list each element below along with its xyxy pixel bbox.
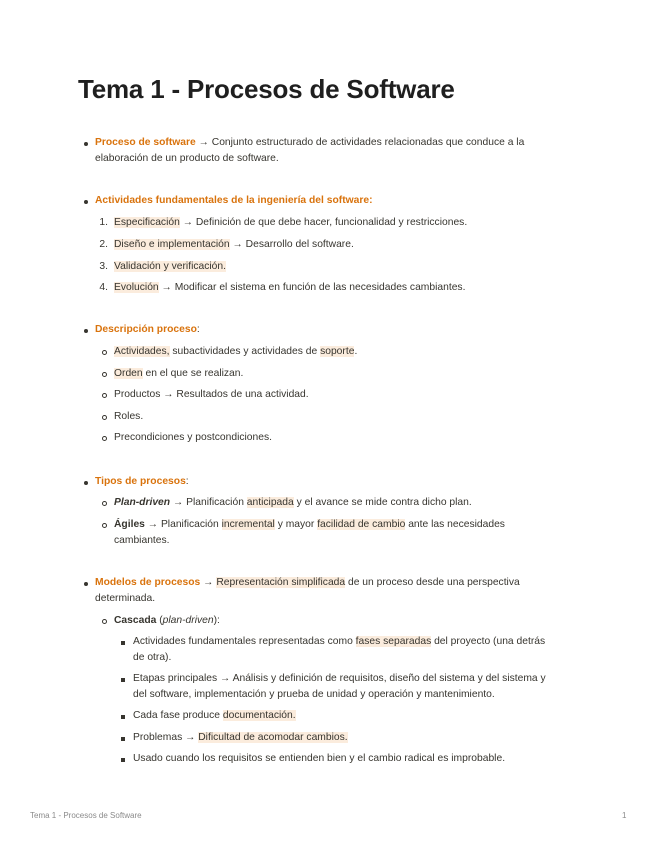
definition-proceso-software [95,135,524,151]
text: Cada fase produce [133,710,223,721]
footer-title: Tema 1 - Procesos de Software [30,811,142,820]
definition-text-line2: elaboración de un producto de software. [95,153,279,164]
term: facilidad de cambio [317,519,406,530]
desc: Desarrollo del software. [242,239,354,250]
list-item-evolucion [114,280,465,296]
bullet-disc [84,200,88,204]
bullet-circle [102,415,107,420]
list-item-diseno [114,237,354,253]
text: Problemas [133,732,186,743]
cascada-item [133,708,296,724]
list-number: 2. [99,239,108,250]
bullet-circle [102,436,107,441]
list-number: 1. [99,217,108,228]
list-item: Roles. [114,411,144,422]
bullet-square [121,715,125,719]
page-title: Tema 1 - Procesos de Software [78,74,455,104]
bullet-disc [84,582,88,586]
text: . [354,346,358,357]
cascada-item-line2: del software, implementación y prueba de unidad y operación y mantenimiento. [133,689,495,700]
term: documentación. [222,710,296,721]
arrow-icon: → [182,217,193,228]
desc: Definición de que debe hacer, funcionalidad y restricciones. [193,217,468,228]
definition-text: Conjunto estructurado de actividades relacionadas que conduce a la [208,137,525,148]
modelos-line2: determinada. [95,593,156,604]
term: fases separadas [355,636,432,647]
heading-text: Modelos de procesos [95,577,201,588]
term: soporte [320,346,355,357]
term: anticipada [246,497,294,508]
arrow-icon: → [163,389,174,400]
heading-actividades: Actividades fundamentales de la ingeniería del software: [95,195,373,206]
bullet-circle [102,501,107,506]
arrow-icon: → [232,239,243,250]
text: subactividades y actividades de [169,346,321,357]
term: Plan-driven [114,497,171,508]
heading-modelos [95,575,520,591]
bullet-disc [84,481,88,485]
text: y mayor [274,519,318,530]
colon: : [196,324,200,335]
arrow-icon: → [161,282,172,293]
cascada-item-line2: de otra). [133,652,172,663]
colon: : [185,476,189,487]
bullet-disc [84,329,88,333]
list-item [114,366,243,382]
text: ante las necesidades [405,519,505,530]
text: Resultados de una actividad. [173,389,309,400]
text: Actividades fundamentales representadas como [133,636,356,647]
term-proceso-software: Proceso de software [95,137,196,148]
arrow-icon: → [198,137,209,148]
term: Representación simplificada [216,577,346,588]
text: en el que se realizan. [142,368,244,379]
text: plan-driven [162,615,214,626]
bullet-square [121,737,125,741]
list-item-agiles-line2: cambiantes. [114,535,170,546]
cascada-heading [114,613,220,629]
arrow-icon: → [172,497,184,508]
heading-text: Tipos de procesos [95,476,186,487]
list-item-agiles [114,517,505,533]
bullet-circle [102,372,107,377]
list-item-especificacion [114,215,467,231]
term: Ágiles [114,519,145,530]
bullet-square [121,678,125,682]
footer-page-number: 1 [622,811,627,820]
bullet-square [121,641,125,645]
text: y el avance se mide contra dicho plan. [293,497,472,508]
term: Dificultad de acomodar cambios. [198,732,348,743]
bullet-disc [84,142,88,146]
arrow-icon: → [203,577,214,588]
list-item: Precondiciones y postcondiciones. [114,432,272,443]
arrow-icon: → [147,519,159,530]
list-item-validacion [114,259,226,275]
text: ): [213,615,220,626]
cascada-item [133,634,545,650]
term: incremental [221,519,275,530]
term: Orden [114,368,143,379]
list-item [114,387,309,403]
list-item-plan-driven [114,495,472,511]
text: Etapas principales [133,673,221,684]
bullet-circle [102,393,107,398]
heading-text: Descripción proceso [95,324,197,335]
desc: Modificar el sistema en función de las necesidades cambiantes. [171,282,466,293]
term: Especificación [114,217,180,228]
bullet-square [121,758,125,762]
list-item [114,344,357,360]
text: Planificación [158,519,222,530]
heading-tipos [95,474,189,490]
heading-descripcion [95,322,200,338]
text: Productos [114,389,164,400]
text: del proyecto (una detrás [431,636,546,647]
list-number: 4. [99,282,108,293]
text: Planificación [183,497,247,508]
bullet-circle [102,619,107,624]
term: Cascada [114,615,157,626]
text: ( [156,615,163,626]
text: Análisis y definición de requisitos, diseño del sistema y del sistema y [230,673,546,684]
arrow-icon: → [220,673,231,684]
bullet-circle [102,523,107,528]
text: de un proceso desde una perspectiva [345,577,520,588]
cascada-item [133,671,546,687]
term: Actividades, [114,346,170,357]
cascada-item: Usado cuando los requisitos se entienden bien y el cambio radical es improbable. [133,753,506,764]
bullet-circle [102,350,107,355]
list-number: 3. [99,261,108,272]
term: Validación y verificación. [114,261,226,272]
arrow-icon: → [185,732,196,743]
term: Diseño e implementación [114,239,230,250]
cascada-item [133,730,348,746]
term: Evolución [114,282,159,293]
